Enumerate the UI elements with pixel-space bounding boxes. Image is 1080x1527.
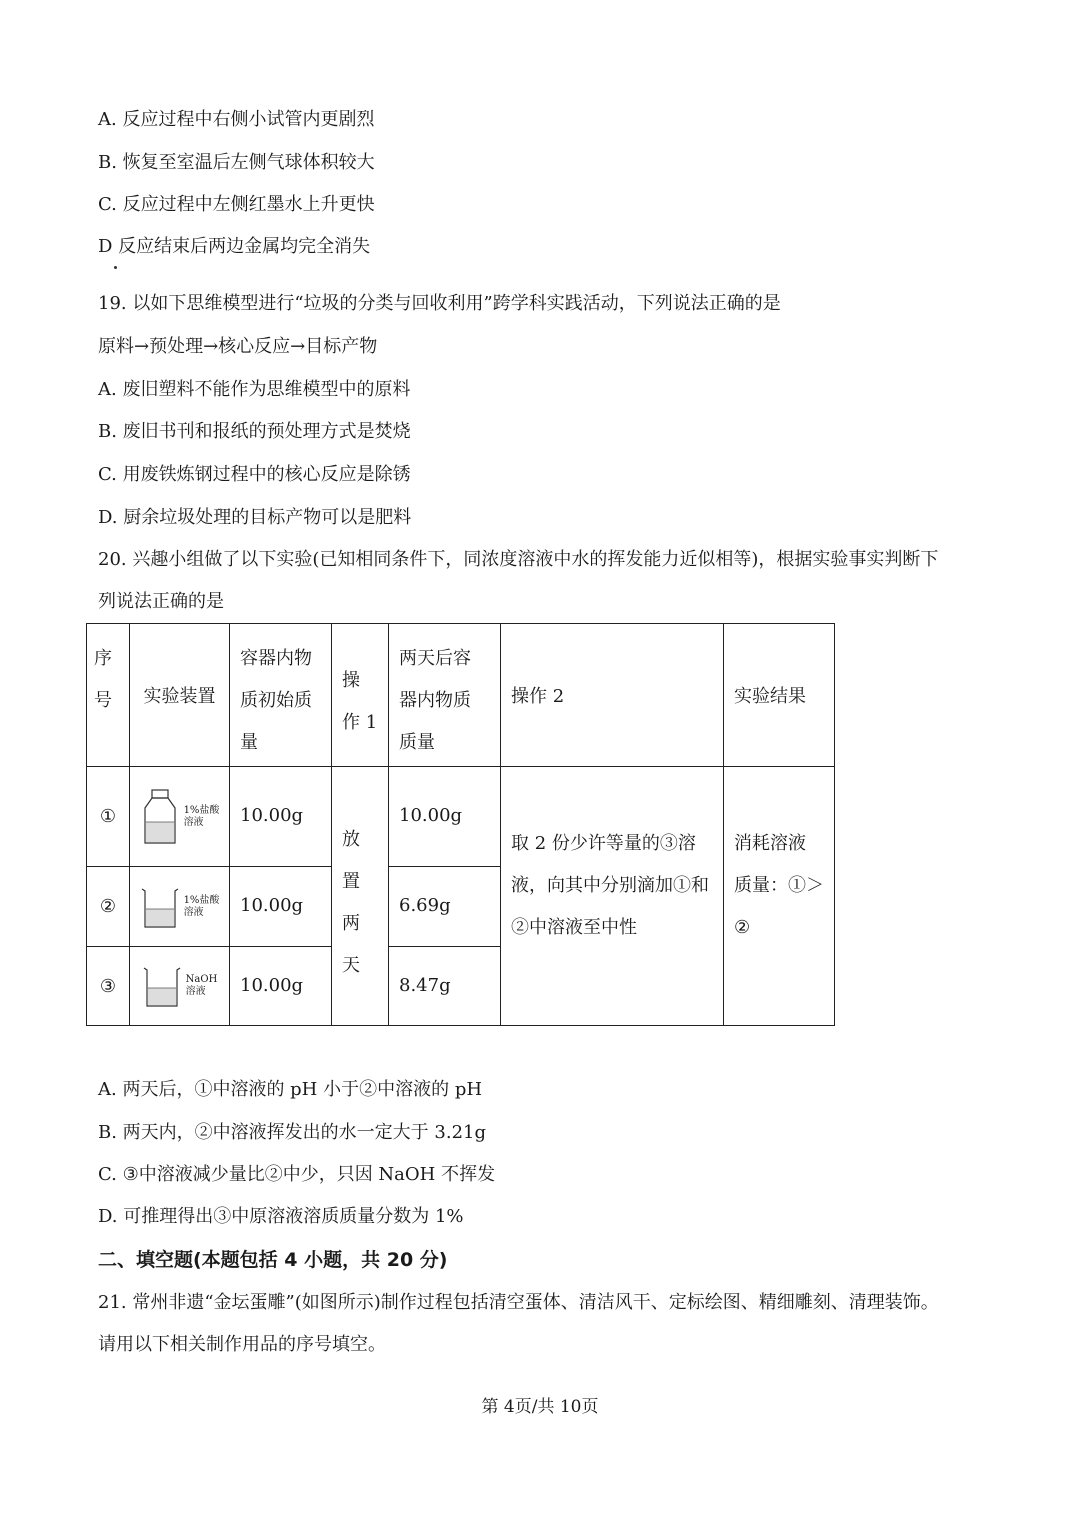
q19-option-b: B. 废旧书刊和报纸的预处理方式是焚烧 <box>98 421 411 442</box>
q20-stem-line1: 20. 兴趣小组做了以下实验(已知相同条件下，同浓度溶液中水的挥发能力近似相等)，根据实验事实判断下 <box>98 549 939 570</box>
q21-line1: 21. 常州非遗“金坛蛋雕”(如图所示)制作过程包括清空蛋体、清洁风干、定标绘图、精细雕刻、清理装饰。 <box>98 1292 939 1313</box>
header-apparatus: 实验装置 <box>130 624 230 767</box>
header-after-mass: 两天后容 器内物质 质量 <box>389 624 501 767</box>
q20-option-a: A. 两天后，①中溶液的 pH 小于②中溶液的 pH <box>98 1079 483 1100</box>
after-mass: 10.00g <box>389 767 501 867</box>
q19-option-a: A. 废旧塑料不能作为思维模型中的原料 <box>98 379 411 400</box>
beaker-icon <box>140 885 180 929</box>
after-mass: 6.69g <box>389 867 501 947</box>
q18-option-d: D 反应结束后两边金属均完全消失 <box>98 236 371 257</box>
header-op2: 操作 2 <box>501 624 724 767</box>
q19-stem: 19. 以如下思维模型进行“垃圾的分类与回收利用”跨学科实践活动，下列说法正确的是 <box>98 293 781 314</box>
after-mass: 8.47g <box>389 947 501 1026</box>
initial-mass: 10.00g <box>230 767 332 867</box>
row-number: ② <box>87 867 130 947</box>
row-number: ③ <box>87 947 130 1026</box>
apparatus-label-line2: 溶液 <box>183 816 204 828</box>
section-title: 二、填空题(本题包括 4 小题，共 20 分) <box>98 1249 448 1271</box>
q19-option-c: C. 用废铁炼钢过程中的核心反应是除锈 <box>98 464 411 485</box>
apparatus-label-line2: 溶液 <box>185 986 206 997</box>
apparatus-cell <box>130 947 230 1026</box>
table-header-row <box>87 624 835 767</box>
header-seq: 序 号 <box>87 624 130 767</box>
initial-mass: 10.00g <box>230 947 332 1026</box>
apparatus-label-line1: NaOH <box>185 974 218 985</box>
page-number: 第 4页/共 10页 <box>481 1397 599 1417</box>
row-number: ① <box>87 767 130 867</box>
apparatus-cell <box>130 867 230 947</box>
op1-cell: 放 置 两 天 <box>332 767 389 1026</box>
initial-mass: 10.00g <box>230 867 332 947</box>
header-initial-mass: 容器内物 质初始质 量 <box>230 624 332 767</box>
apparatus-label-line1: 1%盐酸 <box>183 804 220 816</box>
reagent-bottle-icon <box>140 788 180 846</box>
q19-model: 原料→预处理→核心反应→目标产物 <box>98 336 378 357</box>
apparatus-label-line2: 溶液 <box>183 906 204 918</box>
result-cell: 消耗溶液 质量：①＞ ② <box>724 767 835 1026</box>
q19-option-d: D. 厨余垃圾处理的目标产物可以是肥料 <box>98 507 412 528</box>
q20-stem-line2: 列说法正确的是 <box>98 591 224 612</box>
q20-option-c: C. ③中溶液减少量比②中少，只因 NaOH 不挥发 <box>98 1164 496 1185</box>
op2-cell: 取 2 份少许等量的③溶 液，向其中分别滴加①和 ②中溶液至中性 <box>501 767 724 1026</box>
header-op1: 操 作 1 <box>332 624 389 767</box>
table-row <box>87 767 835 867</box>
q21-line2: 请用以下相关制作用品的序号填空。 <box>98 1334 386 1355</box>
q18-option-a: A. 反应过程中右侧小试管内更剧烈 <box>98 109 375 130</box>
q18-option-b: B. 恢复至室温后左侧气球体积较大 <box>98 152 375 173</box>
experiment-table <box>86 623 835 1026</box>
q18-option-c: C. 反应过程中左侧红墨水上升更快 <box>98 194 375 215</box>
apparatus-label-line1: 1%盐酸 <box>183 894 220 906</box>
stray-dot-mark <box>114 266 117 269</box>
apparatus-cell <box>130 767 230 867</box>
header-result: 实验结果 <box>724 624 835 767</box>
beaker-icon <box>142 964 182 1008</box>
q20-option-b: B. 两天内，②中溶液挥发出的水一定大于 3.21g <box>98 1122 486 1143</box>
q20-option-d: D. 可推理得出③中原溶液溶质质量分数为 1% <box>98 1206 464 1227</box>
